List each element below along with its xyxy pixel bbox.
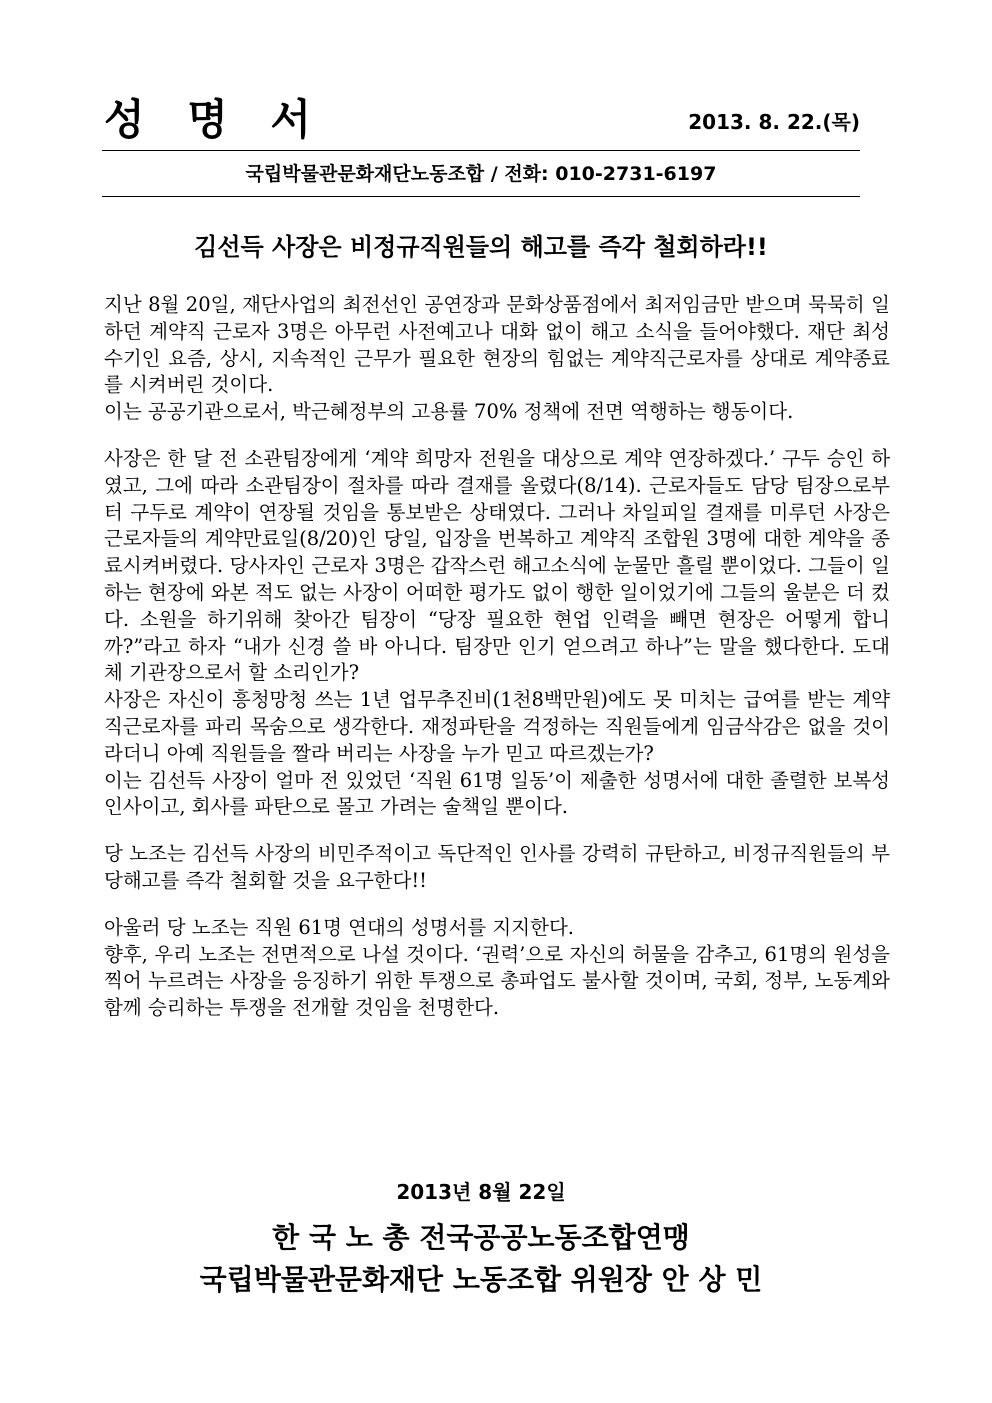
signature-federation: 한 국 노 총 전국공공노동조합연맹 (272, 1221, 690, 1254)
signature-union-chair: 국립박물관문화재단 노동조합 위원장 안 상 민 (199, 1263, 763, 1296)
body-paragraph-6: 당 노조는 김선득 사장의 비민주적이고 독단적인 인사를 강력히 규탄하고, 비정규직원들의 부당해고를 즉각 철회할 것을 요구한다!! (104, 842, 890, 892)
union-contact-line: 국립박물관문화재단노동조합 / 전화: 010-2731-6197 (245, 163, 717, 185)
header-divider-top (102, 150, 860, 151)
body-paragraph-8: 향후, 우리 노조는 전면적으로 나설 것이다. ‘권력’으로 자신의 허물을 감추고, 61명의 원성을 찍어 누르려는 사장을 응징하기 위한 투쟁으로 총파업도 불사할 것이며, 국회, 정부, 노동계와 함께 승리하는 투쟁을 전개할 것임을 천명한다. (104, 942, 890, 1020)
statement-body (104, 292, 890, 1022)
body-paragraph-3: 사장은 한 달 전 소관팀장에게 ‘계약 희망자 전원을 대상으로 계약 연장하겠다.’ 구두 승인 하였고, 그에 따라 소관팀장이 절차를 따라 결재를 올렸다(8/14). 근로자들도 담당 팀장으로부터 구두로 계약이 연장될 것임을 통보받은 상태였다. 그러나 차일피일 결재를 미루던 사장은 근로자들의 계약만료일(8/20)인 당일, 입장을 번복하고 계약직 조합원 3명에 대한 계약을 종료시켜버렸다. 당사자인 근로자 3명은 갑작스런 해고소식에 눈물만 흘릴 뿐이었다. 그들이 일하는 현장에 와본 적도 없는 사장이 어떠한 평가도 없이 행한 일이었기에 그들의 울분은 더 컸다. 소원을 하기위해 찾아간 팀장이 “당장 필요한 현업 인력을 빼면 현장은 어떻게 합니까?”라고 하자 “내가 신경 쓸 바 아니다. 팀장만 인기 얻으려고 하나”는 말을 했다한다. 도대체 기관장으로서 할 소리인가? (104, 446, 890, 685)
statement-headline: 김선득 사장은 비정규직원들의 해고를 즉각 철회하라!! (194, 233, 768, 261)
body-paragraph-4: 사장은 자신이 흥청망청 쓰는 1년 업무추진비(1천8백만원)에도 못 미치는 급여를 받는 계약직근로자를 파리 목숨으로 생각한다. 재정파탄을 걱정하는 직원들에게 임금삭감은 없을 것이라더니 아예 직원들을 짤라 버리는 사장을 누가 믿고 따르겠는가? (104, 688, 890, 765)
document-date: 2013. 8. 22.(목) (688, 110, 860, 134)
header-divider-bottom (102, 196, 860, 197)
body-paragraph-1: 지난 8월 20일, 재단사업의 최전선인 공연장과 문화상품점에서 최저임금만 받으며 묵묵히 일하던 계약직 근로자 3명은 아무런 사전예고나 대화 없이 해고 소식을 들어야했다. 재단 최성수기인 요즘, 상시, 지속적인 근무가 필요한 현장의 힘없는 계약직근로자를 상대로 계약종료를 시켜버린 것이다. (104, 293, 890, 397)
body-paragraph-2: 이는 공공기관으로서, 박근혜정부의 고용률 70% 정책에 전면 역행하는 행동이다. (104, 400, 794, 424)
body-paragraph-7: 아울러 당 노조는 직원 61명 연대의 성명서를 지지한다. (104, 915, 574, 939)
signature-date: 2013년 8월 22일 (396, 1180, 566, 1204)
body-paragraph-5: 이는 김선득 사장이 얼마 전 있었던 ‘직원 61명 일동’이 제출한 성명서에 대한 졸렬한 보복성 인사이고, 회사를 파탄으로 몰고 가려는 술책일 뿐이다. (104, 768, 890, 819)
document-title: 성 명 서 (104, 95, 325, 144)
